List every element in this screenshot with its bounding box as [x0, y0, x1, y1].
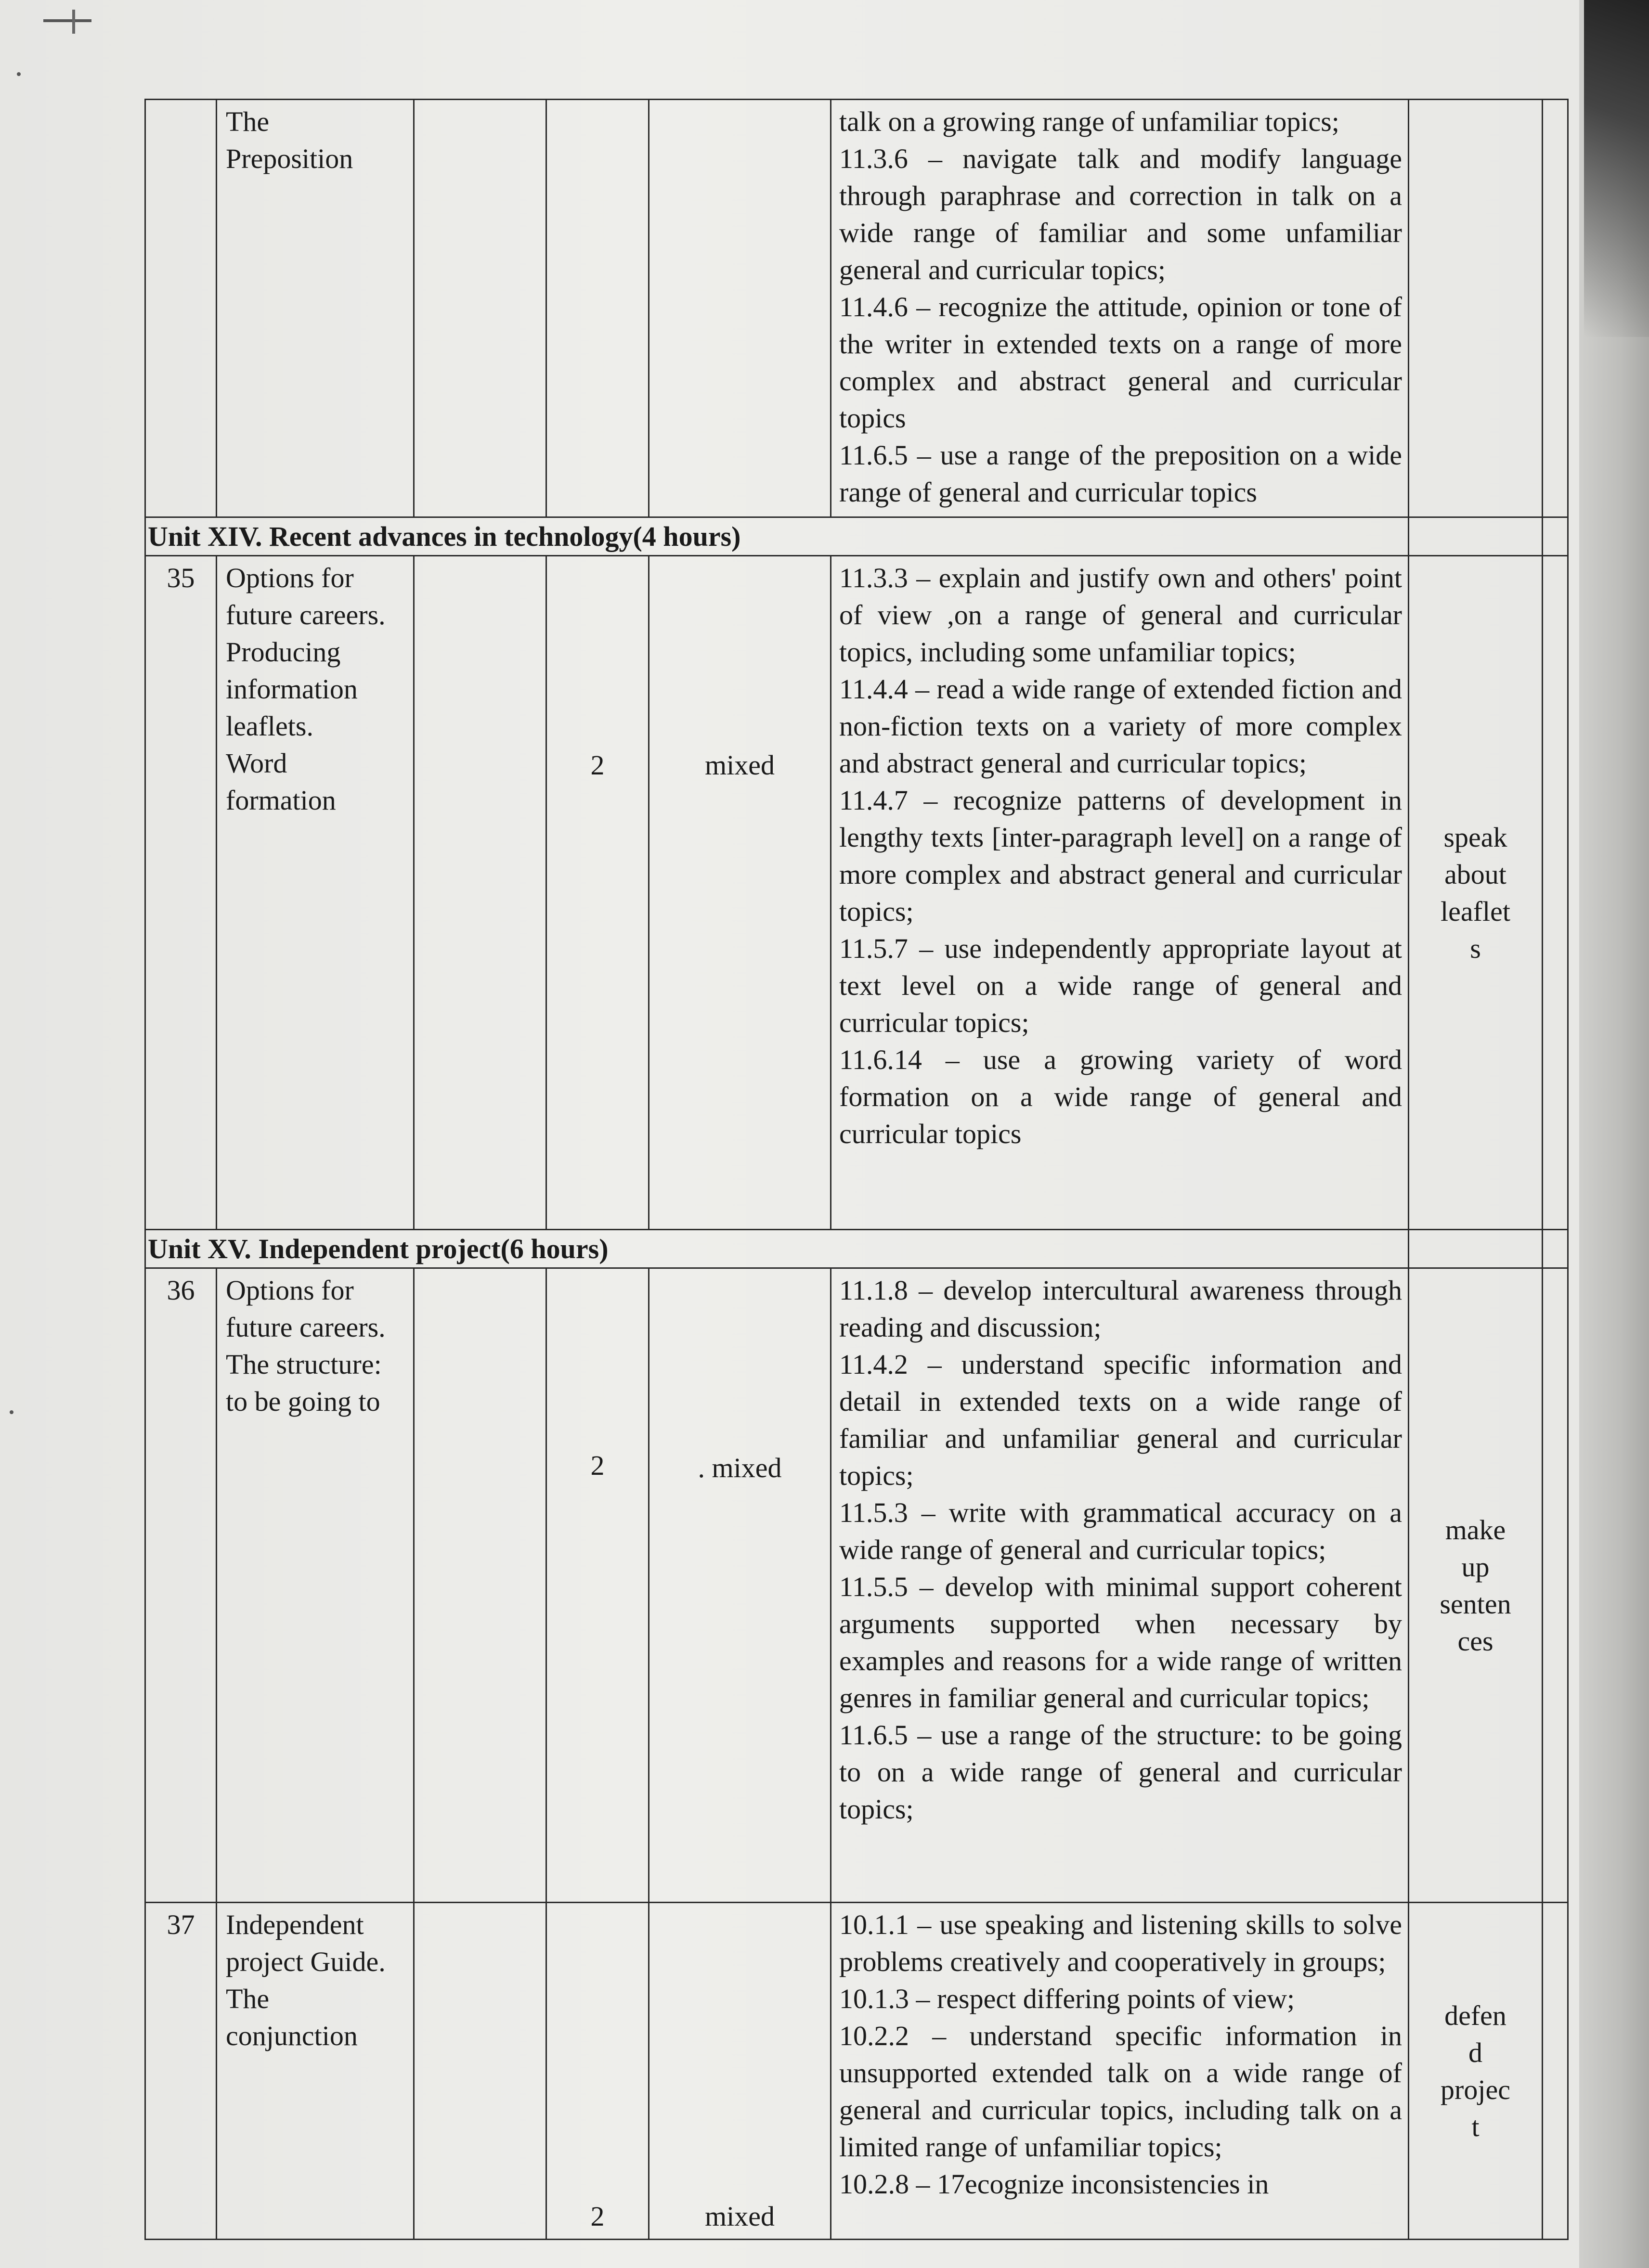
objectives-cell: [414, 556, 546, 1230]
page-corner-fold: [1584, 0, 1649, 337]
learning-outcomes: [831, 556, 1409, 1230]
outcome-item: 11.5.5 – develop with minimal support coherent arguments supported when necessary by examples and reasons for a wide range of written genres in familiar general and curricular topics;: [839, 1571, 1402, 1714]
outcome-item: 11.4.6 – recognize the attitude, opinion or tone of the writer in extended texts on a range of more complex and abstract general and curricular topics: [839, 291, 1402, 434]
lesson-hours: 2: [590, 1450, 605, 1481]
objectives-cell: [414, 100, 546, 517]
lesson-mode: mixed: [705, 2201, 775, 2232]
outcome-item: 10.1.3 – respect differing points of view;: [839, 1983, 1295, 2014]
outcome-item: 11.3.6 – navigate talk and modify language through paraphrase and correction in talk on a wide range of familiar and some unfamiliar general and curricular topics;: [839, 143, 1402, 285]
topic-line: Producing: [226, 636, 341, 668]
lesson-topic: [217, 556, 414, 1230]
outcome-item: 11.6.14 – use a growing variety of word formation on a wide range of general and curricular topics: [839, 1044, 1402, 1149]
outcome-item: 11.5.7 – use independently appropriate layout at text level on a wide range of general and curricular topics;: [839, 933, 1402, 1038]
hours-cell: [546, 1268, 649, 1903]
outcome-item: 10.2.8 – 17ecognize inconsistencies in: [839, 2168, 1269, 2200]
topic-line: Preposition: [226, 143, 353, 174]
outcome-item: 10.1.1 – use speaking and listening skills to solve problems creatively and cooperatively in groups;: [839, 1909, 1402, 1977]
unit-header-14: [145, 517, 1568, 556]
lesson-topic: [217, 1268, 414, 1903]
outcome-item: 11.4.4 – read a wide range of extended fiction and non-fiction texts on a variety of more complex and abstract general and curricular topics;: [839, 673, 1402, 779]
topic-line: leaflets.: [226, 710, 313, 742]
unit-header-15: [145, 1230, 1568, 1268]
topic-line: Options for: [226, 562, 354, 593]
outcome-item: 11.3.3 – explain and justify own and others' point of view ,on a range of general and curricular topics, including some unfamiliar topics;: [839, 562, 1402, 668]
outcome-item: talk on a growing range of unfamiliar topics;: [839, 106, 1339, 137]
assessment-line: leaflet: [1441, 895, 1510, 927]
topic-line: conjunction: [226, 2020, 358, 2051]
assessment-line: s: [1470, 932, 1481, 964]
unit-header-spacer: [1543, 1230, 1568, 1268]
notes-cell: [1543, 100, 1568, 517]
learning-outcomes: [831, 1268, 1409, 1903]
unit-header-spacer: [1409, 517, 1543, 556]
topic-line: The: [226, 106, 270, 137]
unit-header-spacer: [1409, 1230, 1543, 1268]
table-row-lesson-35: [145, 556, 1568, 1230]
topic-line: The: [226, 1983, 270, 2014]
objectives-cell: [414, 1903, 546, 2240]
scan-speck: [17, 72, 21, 76]
assessment-cell: [1409, 1903, 1543, 2240]
lesson-hours: 2: [590, 2201, 605, 2232]
outcome-item: 11.6.5 – use a range of the structure: to be going to on a wide range of general and curricular topics;: [839, 1719, 1402, 1825]
assessment-line: d: [1468, 2036, 1482, 2068]
lesson-topic: [217, 1903, 414, 2240]
mode-cell: [649, 1903, 831, 2240]
objectives-cell: [414, 1268, 546, 1903]
outcome-item: 11.1.8 – develop intercultural awareness through reading and discussion;: [839, 1275, 1402, 1343]
lesson-number: [145, 100, 217, 517]
topic-line: project Guide.: [226, 1946, 386, 1977]
assessment-line: ces: [1457, 1625, 1493, 1657]
assessment-line: projec: [1441, 2074, 1510, 2105]
topic-line: Word: [226, 747, 287, 779]
lesson-number: 35: [145, 556, 217, 1230]
lesson-hours: 2: [590, 749, 605, 781]
outcome-item: 11.4.7 – recognize patterns of development in lengthy texts [inter-paragraph level] on a range of more complex and abstract general and curricular topics;: [839, 785, 1402, 927]
lesson-mode: mixed: [705, 749, 775, 781]
outcome-item: 11.4.2 – understand specific information and detail in extended texts on a wide range of familiar and unfamiliar general and curricular topics;: [839, 1349, 1402, 1491]
topic-line: Options for: [226, 1275, 354, 1306]
table-row-preposition: [145, 100, 1568, 517]
hours-cell: [546, 1903, 649, 2240]
page-edge-shadow: [1579, 0, 1649, 2268]
scan-speck: [10, 1410, 13, 1414]
mode-cell: [649, 1268, 831, 1903]
hours-cell: [546, 556, 649, 1230]
topic-line: future careers.: [226, 599, 386, 631]
scan-mark: [72, 10, 75, 34]
assessment-line: up: [1461, 1551, 1490, 1583]
assessment-cell: [1409, 100, 1543, 517]
assessment-line: defen: [1444, 1999, 1506, 2031]
learning-outcomes: [831, 1903, 1409, 2240]
unit-title: Unit XV. Independent project(6 hours): [145, 1230, 1409, 1268]
assessment-cell: [1409, 556, 1543, 1230]
table-row-lesson-37: [145, 1903, 1568, 2240]
topic-line: Independent: [226, 1909, 364, 1940]
assessment-cell: [1409, 1268, 1543, 1903]
notes-cell: [1543, 556, 1568, 1230]
assessment-line: speak: [1443, 821, 1507, 853]
hours-cell: [546, 100, 649, 517]
lesson-topic: [217, 100, 414, 517]
scan-mark: [43, 19, 91, 22]
mode-cell: [649, 100, 831, 517]
unit-header-spacer: [1543, 517, 1568, 556]
assessment-line: senten: [1440, 1588, 1511, 1620]
topic-line: to be going to: [226, 1386, 380, 1417]
table-row-lesson-36: [145, 1268, 1568, 1903]
outcome-item: 10.2.2 – understand specific information in unsupported extended talk on a wide range of general and curricular topics, including talk on a limited range of unfamiliar topics;: [839, 2020, 1402, 2163]
notes-cell: [1543, 1903, 1568, 2240]
topic-line: information: [226, 673, 358, 705]
outcome-item: 11.5.3 – write with grammatical accuracy on a wide range of general and curricular topics;: [839, 1497, 1402, 1565]
lesson-number: 36: [145, 1268, 217, 1903]
topic-line: formation: [226, 785, 336, 816]
topic-line: future careers.: [226, 1312, 386, 1343]
outcome-item: 11.6.5 – use a range of the preposition on a wide range of general and curricular topics: [839, 439, 1402, 508]
unit-title: Unit XIV. Recent advances in technology(4 hours): [145, 517, 1409, 556]
mode-cell: [649, 556, 831, 1230]
learning-outcomes: [831, 100, 1409, 517]
lesson-number: 37: [145, 1903, 217, 2240]
assessment-line: about: [1444, 858, 1506, 890]
topic-line: The structure:: [226, 1349, 382, 1380]
assessment-line: t: [1471, 2111, 1480, 2142]
lesson-mode: . mixed: [698, 1452, 782, 1483]
notes-cell: [1543, 1268, 1568, 1903]
curriculum-table: [144, 99, 1569, 2240]
assessment-line: make: [1445, 1514, 1506, 1546]
